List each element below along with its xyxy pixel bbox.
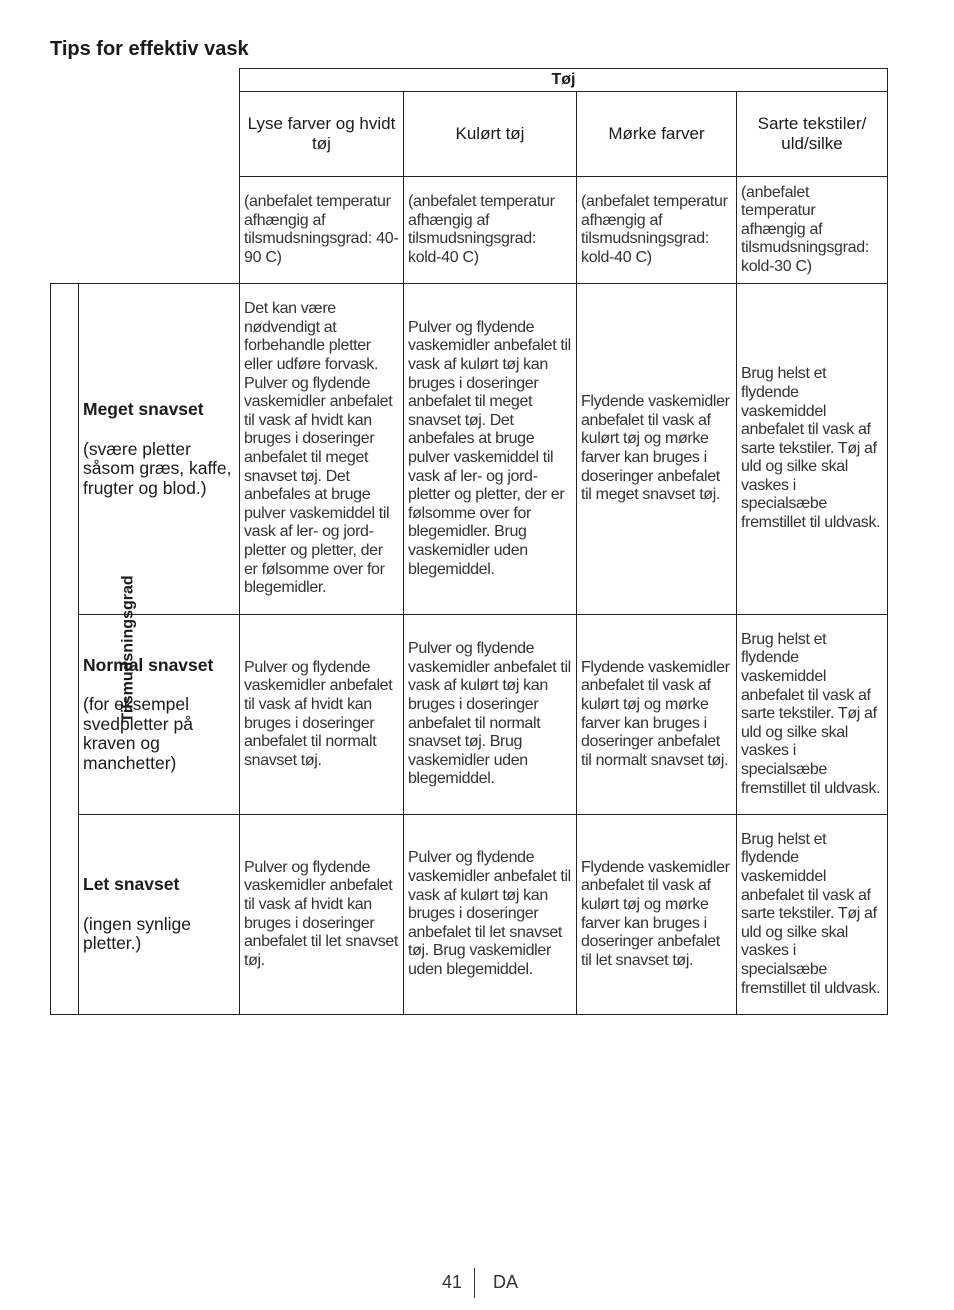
- table-cell: Flydende vaskemidler anbefalet til vask af kulørt tøj og mørke farver kan bruges i doseringer anbefalet til let snavset tøj.: [577, 815, 737, 1015]
- temperature-note: (anbefalet temperatur afhængig af tilsmudsningsgrad: kold-40 C): [577, 177, 737, 284]
- table-cell: Flydende vaskemidler anbefalet til vask af kulørt tøj og mørke farver kan bruges i doseringer anbefalet til normalt snavset tøj.: [577, 615, 737, 815]
- table-cell: Pulver og flydende vaskemidler anbefalet til vask af kulørt tøj kan bruges i doseringer anbefalet til meget snavset tøj. Det anbefales at bruge pulver vaskemiddel til vask af ler- og jord-pletter og pletter, der er følsomme over for blegemidler. Brug vaskemidler uden blegemiddel.: [404, 284, 577, 615]
- column-header: Sarte tekstiler/ uld/silke: [737, 92, 888, 177]
- table-cell: Pulver og flydende vaskemidler anbefalet til vask af kulørt tøj kan bruges i doseringer anbefalet til normalt snavset tøj. Brug vaskemidler uden blegemiddel.: [404, 615, 577, 815]
- row-description: (for eksempel svedpletter på kraven og manchetter): [83, 694, 193, 773]
- page-footer: [0, 1268, 954, 1298]
- temperature-note: (anbefalet temperatur afhængig af tilsmudsningsgrad: kold-40 C): [404, 177, 577, 284]
- row-title: Normal snavset: [83, 654, 214, 675]
- table-row: [51, 815, 888, 1015]
- table-cell: Brug helst et flydende vaskemiddel anbefalet til vask af sarte tekstiler. Tøj af uld og silke skal vaskes i specialsæbe fremstillet til uldvask.: [737, 615, 888, 815]
- table-cell: Pulver og flydende vaskemidler anbefalet til vask af kulørt tøj kan bruges i doseringer anbefalet til let snavset tøj. Brug vaskemidler uden blegemiddel.: [404, 815, 577, 1015]
- table-row: [51, 615, 888, 815]
- table-cell: Brug helst et flydende vaskemiddel anbefalet til vask af sarte tekstiler. Tøj af uld og silke skal vaskes i specialsæbe fremstillet til uldvask.: [737, 815, 888, 1015]
- corner-blank: [51, 69, 240, 284]
- side-label: Tilsmudsningsgrad: [119, 575, 137, 723]
- language-code: DA: [493, 1272, 519, 1292]
- row-header: [79, 284, 240, 615]
- footer-divider: [474, 1268, 475, 1298]
- temperature-note: (anbefalet temperatur afhængig af tilsmudsningsgrad: 40-90 C): [240, 177, 404, 284]
- page-number: 41: [441, 1272, 462, 1292]
- page-title: Tips for effektiv vask: [50, 38, 249, 60]
- table-cell: Brug helst et flydende vaskemiddel anbefalet til vask af sarte tekstiler. Tøj af uld og silke skal vaskes i specialsæbe fremstillet til uldvask.: [737, 284, 888, 615]
- row-description: (ingen synlige pletter.): [83, 913, 191, 954]
- column-header: Lyse farver og hvidt tøj: [240, 92, 404, 177]
- row-title: Let snavset: [83, 874, 180, 895]
- row-description: (svære pletter såsom græs, kaffe, frugter og blod.): [83, 438, 232, 498]
- group-header-row: [51, 69, 888, 92]
- temperature-note: (anbefalet temperatur afhængig af tilsmudsningsgrad: kold-30 C): [737, 177, 888, 284]
- column-header: Mørke farver: [577, 92, 737, 177]
- group-header-toj: Tøj: [240, 69, 888, 92]
- row-header: [79, 615, 240, 815]
- column-header: Kulørt tøj: [404, 92, 577, 177]
- row-title: Meget snavset: [83, 399, 204, 419]
- washing-tips-table: [50, 68, 888, 1015]
- row-header: [79, 815, 240, 1015]
- table-cell: Pulver og flydende vaskemidler anbefalet til vask af hvidt kan bruges i doseringer anbefalet til normalt snavset tøj.: [240, 615, 404, 815]
- table-cell: Pulver og flydende vaskemidler anbefalet til vask af hvidt kan bruges i doseringer anbefalet til let snavset tøj.: [240, 815, 404, 1015]
- table-cell: Flydende vaskemidler anbefalet til vask af kulørt tøj og mørke farver kan bruges i doseringer anbefalet til meget snavset tøj.: [577, 284, 737, 615]
- table-row: [51, 284, 888, 615]
- table-cell: Det kan være nødvendigt at forbehandle pletter eller udføre forvask. Pulver og flydende vaskemidler anbefalet til vask af hvidt kan bruges i doseringer anbefalet til meget snavset tøj. Det anbefales at bruge pulver vaskemiddel til vask af ler- og jord-pletter og pletter, der er følsomme over for blegemidler.: [240, 284, 404, 615]
